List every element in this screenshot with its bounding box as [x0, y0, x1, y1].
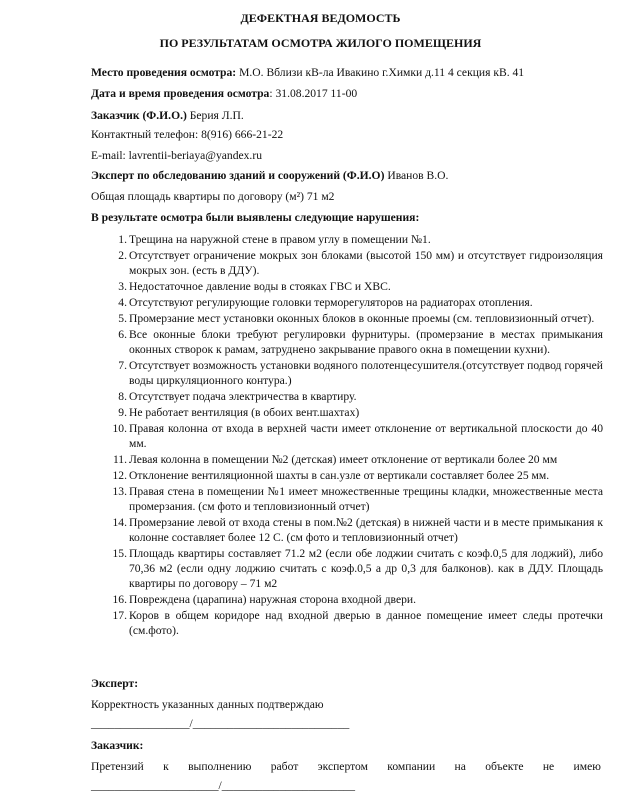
inspection-place [91, 65, 524, 80]
claims-word: выполнению [188, 760, 252, 773]
violation-text: Правая колонна от входа в верхней части имеет отклонение от вертикальной плоскости до 40 мм. [129, 422, 603, 450]
violation-text: Все оконные блоки требуют регулировки фурнитуры. (промерзание в местах примыкания оконных створок к рамам, затруднено закрывание правого окна в помещении кухни). [129, 328, 603, 356]
violation-number: 16. [112, 593, 127, 606]
claims-word: работ [270, 760, 299, 773]
contact-email: E-mail: lavrentii-beriaya@yandex.ru [91, 149, 262, 162]
customer-label: Заказчик (Ф.И.О.) [91, 109, 187, 122]
violation-item [91, 311, 603, 326]
expert-value: Иванов В.О. [384, 169, 449, 182]
violation-number: 11. [112, 453, 127, 466]
violation-item [91, 468, 603, 483]
violation-item [91, 608, 603, 638]
document-title: ДЕФЕКТНАЯ ВЕДОМОСТЬ [240, 11, 401, 25]
claims-statement [91, 759, 601, 774]
violation-text: Не работает вентиляция (в обоих вент.шахтах) [129, 406, 360, 419]
violation-number: 4. [118, 296, 127, 309]
violation-number: 6. [118, 328, 127, 341]
violation-text: Отсутствует возможность установки водяного полотенцесушителя.(отсутствует подвод горячей воды циркуляционного контура.) [129, 359, 603, 387]
violation-text: Отсутствуют регулирующие головки терморегуляторов на радиаторах отопления. [129, 296, 533, 309]
document-subtitle: ПО РЕЗУЛЬТАТАМ ОСМОТРА ЖИЛОГО ПОМЕЩЕНИЯ [159, 36, 482, 50]
violation-text: Правая стена в помещении №1 имеет множественные трещины кладки, множественные места промерзания. (см фото и тепловизионный отчет) [129, 485, 603, 513]
violation-item [91, 279, 603, 294]
violation-text: Отсутствует ограничение мокрых зон блоками (высотой 150 мм) и отсутствует гидроизоляция мокрых зон. (есть в ДДУ). [129, 249, 603, 277]
customer-heading: Заказчик: [91, 739, 144, 752]
violation-number: 3. [118, 280, 127, 293]
violation-number: 5. [118, 312, 127, 325]
violation-number: 13. [112, 485, 127, 498]
violation-number: 12. [112, 469, 127, 482]
violation-text: Отсутствует подача электричества в квартиру. [129, 390, 357, 403]
violation-number: 7. [118, 359, 127, 372]
claims-word: объекте [485, 760, 524, 773]
expert [91, 168, 448, 183]
confirm-text: Корректность указанных данных подтверждаю [91, 698, 324, 711]
violation-number: 14. [112, 516, 127, 529]
customer-value: Берия Л.П. [186, 109, 244, 122]
claims-word: Претензий [91, 760, 144, 773]
violation-text: Трещина на наружной стене в правом углу в помещении №1. [129, 233, 431, 246]
customer-signature-line: ______________________/_______________________ [91, 779, 356, 792]
violation-text: Отклонение вентиляционной шахты в сан.узле от вертикали составляет более 25 мм. [129, 469, 550, 482]
violation-item [91, 484, 603, 514]
violation-number: 2. [118, 249, 127, 262]
violation-number: 15. [112, 547, 127, 560]
violation-number: 9. [118, 406, 127, 419]
violation-text: Промерзание мест установки оконных блоков в оконные проемы (см. тепловизионный отчет). [129, 312, 595, 325]
expert-heading: Эксперт: [91, 677, 139, 690]
expert-signature-line: _________________/___________________________ [91, 717, 350, 730]
customer [91, 108, 244, 123]
inspection-date-value: : 31.08.2017 11-00 [269, 87, 358, 100]
violations-list [91, 232, 603, 639]
claims-word: экспертом [317, 760, 368, 773]
violation-item [91, 452, 603, 467]
violation-item [91, 421, 603, 451]
violation-text: Левая колонна в помещении №2 (детская) имеет отклонение от вертикали более 20 мм [129, 453, 558, 466]
violation-item [91, 405, 603, 420]
expert-label: Эксперт по обследованию зданий и сооружений (Ф.И.О) [91, 169, 385, 182]
violation-item [91, 232, 603, 247]
violation-item [91, 389, 603, 404]
violation-text: Недостаточное давление воды в стояках ГВС и ХВС. [129, 280, 391, 293]
claims-word: имею [573, 760, 601, 773]
violation-item [91, 592, 603, 607]
claims-word: к [163, 760, 169, 773]
apartment-area: Общая площадь квартиры по договору (м²) 71 м2 [91, 190, 335, 203]
violation-text: Площадь квартиры составляет 71.2 м2 (если обе лоджии считать с коэф.0,5 для лоджий), либо 70,36 м2 (если одну лоджию считать с коэф.0,5 а др 0,3 для балконов). как в ДДУ. Площадь квартиры по договору – 71 м2 [129, 547, 603, 590]
inspection-date-label: Дата и время проведения осмотра [91, 87, 270, 100]
violation-item [91, 546, 603, 591]
violation-number: 8. [118, 390, 127, 403]
violation-text: Промерзание левой от входа стены в пом.№2 (детская) в нижней части и в месте примыкания к колонне составляет более 12 С. (см фото и тепловизионный отчет) [129, 516, 603, 544]
violation-item [91, 358, 603, 388]
violation-number: 1. [118, 233, 127, 246]
violation-text: Повреждена (царапина) наружная сторона входной двери. [129, 593, 416, 606]
violation-number: 17. [112, 609, 127, 622]
inspection-date [91, 86, 357, 101]
violation-number: 10. [112, 422, 127, 435]
claims-word: на [454, 760, 466, 773]
violation-text: Коров в общем коридоре над входной дверью в данное помещение имеет следы протечки (см.фото). [129, 609, 603, 637]
inspection-place-label: Место проведения осмотра: [91, 66, 237, 79]
violations-heading: В результате осмотра были выявлены следующие нарушения: [91, 211, 420, 224]
violation-item [91, 515, 603, 545]
violation-item [91, 248, 603, 278]
violation-item [91, 327, 603, 357]
violation-item [91, 295, 603, 310]
claims-word: не [542, 760, 555, 773]
inspection-place-value: М.О. Вблизи кВ-ла Ивакино г.Химки д.11 4 секция кВ. 41 [236, 66, 525, 79]
claims-word: компании [387, 760, 436, 773]
contact-phone: Контактный телефон: 8(916) 666-21-22 [91, 128, 284, 141]
